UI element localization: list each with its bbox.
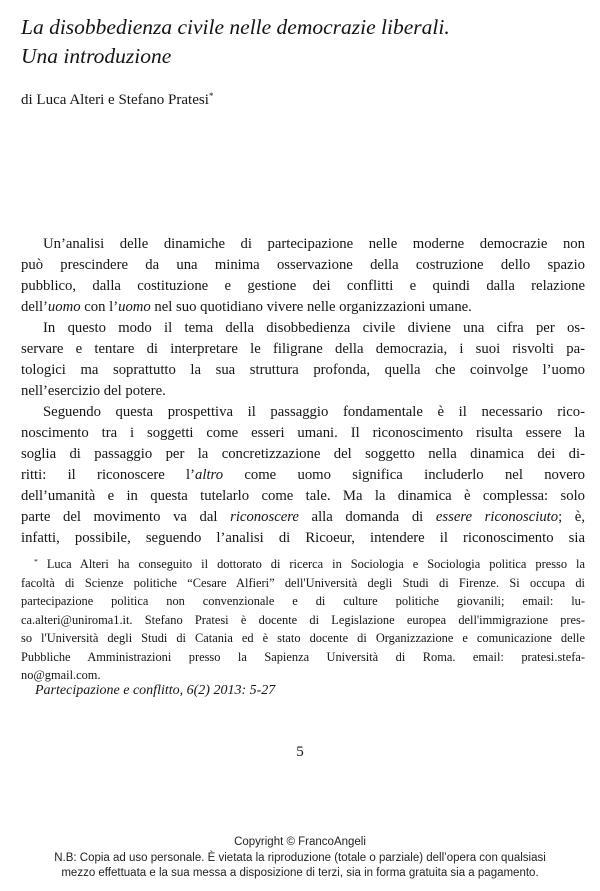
text-line: In questo modo il tema della disobbedienza civile diviene una cifra per os- <box>43 320 585 336</box>
text-line: dell’umanità e in questa tutelarlo come tale. Ma la dinamica è complessa: solo <box>21 488 585 504</box>
text-line: partecipazione politica non convenzionale e di culture politiche giovanili; email: lu- <box>21 594 585 608</box>
text-line: Pubbliche Amministrazioni presso la Sapienza Università di Roma. email: pratesi.stefa- <box>21 649 585 664</box>
text-line: no@gmail.com. <box>21 668 101 682</box>
text-line: può prescindere da una minima osservazione della costruzione dello spazio <box>21 257 585 273</box>
article-title-line2: Una introduzione <box>21 44 172 68</box>
footnote-text <box>21 555 585 685</box>
notice-line1: N.B: Copia ad uso personale. È vietata la riproduzione (totale o parziale) dell’opera con qualsiasi <box>54 851 546 864</box>
body-text <box>21 234 585 549</box>
author-byline <box>21 90 585 112</box>
copyright-footer <box>0 835 600 882</box>
article-title-line1: La disobbedienza civile nelle democrazie liberali. <box>21 15 450 39</box>
text-line: tologici ma soprattutto la sua struttura profonda, quella che coinvolge l’uomo <box>21 362 585 378</box>
text-line: pubblico, dalla costituzione e gestione dei conflitti e quindi dalla relazione <box>21 278 585 294</box>
text-line: Seguendo questa prospettiva il passaggio fondamentale è il necessario rico- <box>43 404 585 420</box>
text-line: ca.alteri@uniroma1.it. Stefano Pratesi è docente di Legislazione europea dell'immigrazione pres- <box>21 612 585 627</box>
text-line: Un’analisi delle dinamiche di partecipazione nelle moderne democrazie non <box>43 236 585 252</box>
page-number: 5 <box>296 744 304 760</box>
text-line: so l'Università degli Studi di Catania ed è stato docente di Organizzazione e comunicazione delle <box>21 631 585 645</box>
text-line: ritti: il riconoscere l’altro come uomo significa includerlo nel novero <box>21 467 585 483</box>
text-line: parte del movimento va dal riconoscere alla domanda di essere riconosciuto; è, <box>21 509 585 525</box>
text-line: * Luca Alteri ha conseguito il dottorato di ricerca in Sociologia e Sociologia politica presso la <box>34 556 585 571</box>
footnote-marker: * <box>208 91 214 102</box>
text-line: infatti, possibile, seguendo l’analisi di Ricoeur, intendere il riconoscimento sia <box>21 530 585 546</box>
text-line: facoltà di Scienze politiche “Cesare Alfieri” dell'Università degli Studi di Firenze. Si occupa di <box>21 575 585 590</box>
text-line: nell’esercizio del potere. <box>21 383 166 399</box>
journal-citation: Partecipazione e conflitto, 6(2) 2013: 5-27 <box>35 683 276 698</box>
author-names: di Luca Alteri e Stefano Pratesi <box>21 92 209 108</box>
copyright-line: Copyright © FrancoAngeli <box>234 836 366 848</box>
text-line: dell’uomo con l’uomo nel suo quotidiano vivere nelle organizzazioni umane. <box>21 299 472 315</box>
article-title <box>21 13 585 71</box>
text-line: noscimento tra i soggetti come esseri umani. Il riconoscimento risulta essere la <box>21 425 585 441</box>
notice-line2: mezzo effettuata e la sua messa a disposizione di terzi, sia in forma gratuita sia a pagamento. <box>61 867 539 880</box>
text-line: soglia di passaggio per la concretizzazione del soggetto nella dinamica dei di- <box>21 446 585 462</box>
text-line: servare e tentare di interpretare le filigrane della democrazia, i suoi risvolti pa- <box>21 341 585 357</box>
